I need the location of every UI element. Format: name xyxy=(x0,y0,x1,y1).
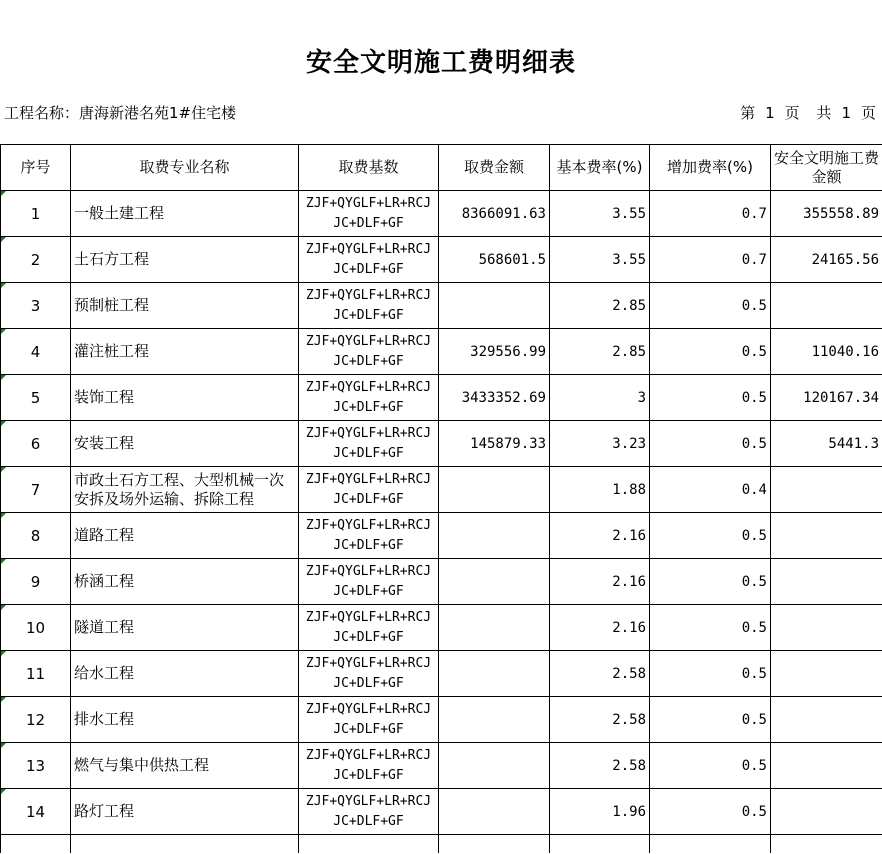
cell-seq xyxy=(1,283,71,329)
cell-base-rate: 2.16 xyxy=(550,513,650,559)
basis-line-2: JC+DLF+GF xyxy=(333,307,404,323)
basis-line-2: JC+DLF+GF xyxy=(333,215,404,231)
cell-base-rate: 3.55 xyxy=(550,191,650,237)
cell-base-rate: 2.85 xyxy=(550,283,650,329)
cell-seq xyxy=(1,421,71,467)
cell-add-rate: 0.5 xyxy=(650,283,771,329)
cell-basis xyxy=(299,467,439,513)
seq-text: 11 xyxy=(25,664,46,683)
basis-line-1: ZJF+QYGLF+LR+RCJ xyxy=(305,471,432,487)
basis-line-2: JC+DLF+GF xyxy=(333,721,404,737)
cell-amount: 3433352.69 xyxy=(439,375,550,421)
cell-fee: 5441.3 xyxy=(771,421,882,467)
basis-line-2: JC+DLF+GF xyxy=(333,445,404,461)
cell-basis xyxy=(299,697,439,743)
cell-basis xyxy=(299,559,439,605)
cell-name: 预制桩工程 xyxy=(71,283,299,329)
empty-cell xyxy=(299,835,439,854)
cell-base-rate: 2.58 xyxy=(550,743,650,789)
cell-basis xyxy=(299,743,439,789)
basis-line-1: ZJF+QYGLF+LR+RCJ xyxy=(305,563,432,579)
cell-base-rate: 2.58 xyxy=(550,697,650,743)
cell-basis xyxy=(299,283,439,329)
cell-marker-icon xyxy=(1,283,6,288)
page-prefix: 第 xyxy=(740,104,756,122)
cell-seq xyxy=(1,789,71,835)
cell-basis xyxy=(299,651,439,697)
cell-base-rate: 3.23 xyxy=(550,421,650,467)
cell-seq xyxy=(1,237,71,283)
basis-line-1: ZJF+QYGLF+LR+RCJ xyxy=(305,793,432,809)
cell-name: 给水工程 xyxy=(71,651,299,697)
basis-line-1: ZJF+QYGLF+LR+RCJ xyxy=(305,517,432,533)
cell-add-rate: 0.5 xyxy=(650,421,771,467)
cell-marker-icon xyxy=(1,237,6,242)
cell-add-rate: 0.5 xyxy=(650,605,771,651)
cell-marker-icon xyxy=(1,789,6,794)
seq-text: 2 xyxy=(30,250,41,269)
cell-seq xyxy=(1,651,71,697)
header-add-rate: 增加费率(%) xyxy=(650,145,771,191)
table-row xyxy=(1,467,882,513)
cell-amount xyxy=(439,651,550,697)
cell-name: 一般土建工程 xyxy=(71,191,299,237)
basis-line-2: JC+DLF+GF xyxy=(333,813,404,829)
cell-name: 燃气与集中供热工程 xyxy=(71,743,299,789)
basis-line-1: ZJF+QYGLF+LR+RCJ xyxy=(305,287,432,303)
table-row-partial xyxy=(1,835,882,854)
cell-add-rate: 0.5 xyxy=(650,789,771,835)
cell-fee: 11040.16 xyxy=(771,329,882,375)
cell-marker-icon xyxy=(1,605,6,610)
cell-name: 装饰工程 xyxy=(71,375,299,421)
basis-line-1: ZJF+QYGLF+LR+RCJ xyxy=(305,425,432,441)
cell-base-rate: 2.85 xyxy=(550,329,650,375)
table-row xyxy=(1,375,882,421)
cell-basis xyxy=(299,789,439,835)
cell-amount: 329556.99 xyxy=(439,329,550,375)
cell-basis xyxy=(299,605,439,651)
cell-name: 安装工程 xyxy=(71,421,299,467)
cell-name: 土石方工程 xyxy=(71,237,299,283)
basis-line-2: JC+DLF+GF xyxy=(333,675,404,691)
cell-amount xyxy=(439,283,550,329)
cell-add-rate: 0.5 xyxy=(650,651,771,697)
cell-base-rate: 1.88 xyxy=(550,467,650,513)
cell-fee xyxy=(771,789,882,835)
cell-marker-icon xyxy=(1,697,6,702)
cell-add-rate: 0.7 xyxy=(650,237,771,283)
seq-text: 4 xyxy=(30,342,41,361)
seq-text: 14 xyxy=(25,802,46,821)
project-name: 工程名称：唐海新港名苑1#住宅楼 xyxy=(4,104,237,122)
cell-base-rate: 2.16 xyxy=(550,605,650,651)
seq-text: 1 xyxy=(30,204,41,223)
basis-line-1: ZJF+QYGLF+LR+RCJ xyxy=(305,379,432,395)
cell-fee xyxy=(771,513,882,559)
basis-line-2: JC+DLF+GF xyxy=(333,629,404,645)
cell-name: 市政土石方工程、大型机械一次安拆及场外运输、拆除工程 xyxy=(71,467,299,513)
cell-marker-icon xyxy=(1,651,6,656)
cell-name: 道路工程 xyxy=(71,513,299,559)
cell-basis xyxy=(299,191,439,237)
page-mid: 页 共 xyxy=(784,104,832,122)
cell-add-rate: 0.5 xyxy=(650,743,771,789)
table-row xyxy=(1,789,882,835)
cell-amount xyxy=(439,605,550,651)
cell-amount xyxy=(439,467,550,513)
seq-text: 5 xyxy=(30,388,41,407)
header-basis: 取费基数 xyxy=(299,145,439,191)
cell-amount xyxy=(439,559,550,605)
empty-cell xyxy=(550,835,650,854)
basis-line-2: JC+DLF+GF xyxy=(333,261,404,277)
empty-cell xyxy=(71,835,299,854)
table-row xyxy=(1,329,882,375)
cell-add-rate: 0.5 xyxy=(650,329,771,375)
cell-basis xyxy=(299,421,439,467)
cell-fee: 355558.89 xyxy=(771,191,882,237)
basis-line-2: JC+DLF+GF xyxy=(333,353,404,369)
cell-seq xyxy=(1,467,71,513)
cell-amount: 145879.33 xyxy=(439,421,550,467)
basis-line-1: ZJF+QYGLF+LR+RCJ xyxy=(305,241,432,257)
cell-name: 灌注桩工程 xyxy=(71,329,299,375)
page-suffix: 页 xyxy=(860,104,876,122)
seq-text: 7 xyxy=(30,480,41,499)
header-name: 取费专业名称 xyxy=(71,145,299,191)
cell-basis xyxy=(299,375,439,421)
cell-base-rate: 2.16 xyxy=(550,559,650,605)
cell-amount: 8366091.63 xyxy=(439,191,550,237)
table-body xyxy=(1,191,882,854)
header-fee: 安全文明施工费金额 xyxy=(771,145,882,191)
table-row xyxy=(1,651,882,697)
basis-line-2: JC+DLF+GF xyxy=(333,399,404,415)
page-current: 1 xyxy=(765,104,775,122)
table-row xyxy=(1,421,882,467)
empty-cell xyxy=(771,835,882,854)
cell-amount xyxy=(439,697,550,743)
cell-seq xyxy=(1,513,71,559)
cell-fee xyxy=(771,697,882,743)
cell-add-rate: 0.7 xyxy=(650,191,771,237)
cell-fee xyxy=(771,559,882,605)
basis-line-2: JC+DLF+GF xyxy=(333,583,404,599)
cell-base-rate: 1.96 xyxy=(550,789,650,835)
seq-text: 3 xyxy=(30,296,41,315)
seq-text: 8 xyxy=(30,526,41,545)
table-row xyxy=(1,283,882,329)
cell-base-rate: 3.55 xyxy=(550,237,650,283)
cell-seq xyxy=(1,375,71,421)
cell-add-rate: 0.4 xyxy=(650,467,771,513)
basis-line-1: ZJF+QYGLF+LR+RCJ xyxy=(305,747,432,763)
basis-line-2: JC+DLF+GF xyxy=(333,491,404,507)
basis-line-2: JC+DLF+GF xyxy=(333,537,404,553)
cell-seq xyxy=(1,743,71,789)
cell-seq xyxy=(1,697,71,743)
cell-fee xyxy=(771,467,882,513)
basis-line-1: ZJF+QYGLF+LR+RCJ xyxy=(305,609,432,625)
cell-amount xyxy=(439,789,550,835)
cell-fee xyxy=(771,743,882,789)
cell-add-rate: 0.5 xyxy=(650,559,771,605)
cell-name: 排水工程 xyxy=(71,697,299,743)
page-indicator xyxy=(730,102,876,123)
cell-basis xyxy=(299,237,439,283)
cell-fee: 24165.56 xyxy=(771,237,882,283)
cell-seq xyxy=(1,559,71,605)
cell-base-rate: 3 xyxy=(550,375,650,421)
table-row xyxy=(1,237,882,283)
basis-line-2: JC+DLF+GF xyxy=(333,767,404,783)
cell-marker-icon xyxy=(1,559,6,564)
cell-add-rate: 0.5 xyxy=(650,513,771,559)
cell-marker-icon xyxy=(1,421,6,426)
empty-cell xyxy=(650,835,771,854)
page-total: 1 xyxy=(841,104,851,122)
cell-marker-icon xyxy=(1,467,6,472)
cell-add-rate: 0.5 xyxy=(650,697,771,743)
cell-amount xyxy=(439,743,550,789)
cell-fee xyxy=(771,283,882,329)
table-row xyxy=(1,191,882,237)
cell-marker-icon xyxy=(1,191,6,196)
seq-text: 12 xyxy=(25,710,46,729)
cell-add-rate: 0.5 xyxy=(650,375,771,421)
table-row xyxy=(1,697,882,743)
empty-cell xyxy=(439,835,550,854)
basis-line-1: ZJF+QYGLF+LR+RCJ xyxy=(305,701,432,717)
seq-text: 6 xyxy=(30,434,41,453)
table-row xyxy=(1,559,882,605)
empty-cell xyxy=(1,835,71,854)
seq-text: 10 xyxy=(25,618,46,637)
header-seq: 序号 xyxy=(1,145,71,191)
basis-line-1: ZJF+QYGLF+LR+RCJ xyxy=(305,333,432,349)
cell-seq xyxy=(1,605,71,651)
table-row xyxy=(1,605,882,651)
cell-basis xyxy=(299,329,439,375)
cell-seq xyxy=(1,329,71,375)
cell-fee xyxy=(771,605,882,651)
cell-marker-icon xyxy=(1,329,6,334)
document-title: 安全文明施工费明细表 xyxy=(305,48,576,78)
fee-detail-table xyxy=(0,144,882,853)
seq-text: 9 xyxy=(30,572,41,591)
seq-text: 13 xyxy=(25,756,46,775)
cell-marker-icon xyxy=(1,513,6,518)
cell-name: 隧道工程 xyxy=(71,605,299,651)
cell-seq xyxy=(1,191,71,237)
cell-fee: 120167.34 xyxy=(771,375,882,421)
cell-marker-icon xyxy=(1,743,6,748)
header-base-rate: 基本费率(%) xyxy=(550,145,650,191)
basis-line-1: ZJF+QYGLF+LR+RCJ xyxy=(305,195,432,211)
cell-amount: 568601.5 xyxy=(439,237,550,283)
basis-line-1: ZJF+QYGLF+LR+RCJ xyxy=(305,655,432,671)
table-row xyxy=(1,743,882,789)
cell-amount xyxy=(439,513,550,559)
cell-name: 桥涵工程 xyxy=(71,559,299,605)
table-header-row xyxy=(1,145,882,191)
cell-fee xyxy=(771,651,882,697)
table-row xyxy=(1,513,882,559)
cell-basis xyxy=(299,513,439,559)
header-amount: 取费金额 xyxy=(439,145,550,191)
cell-marker-icon xyxy=(1,375,6,380)
cell-name: 路灯工程 xyxy=(71,789,299,835)
cell-base-rate: 2.58 xyxy=(550,651,650,697)
